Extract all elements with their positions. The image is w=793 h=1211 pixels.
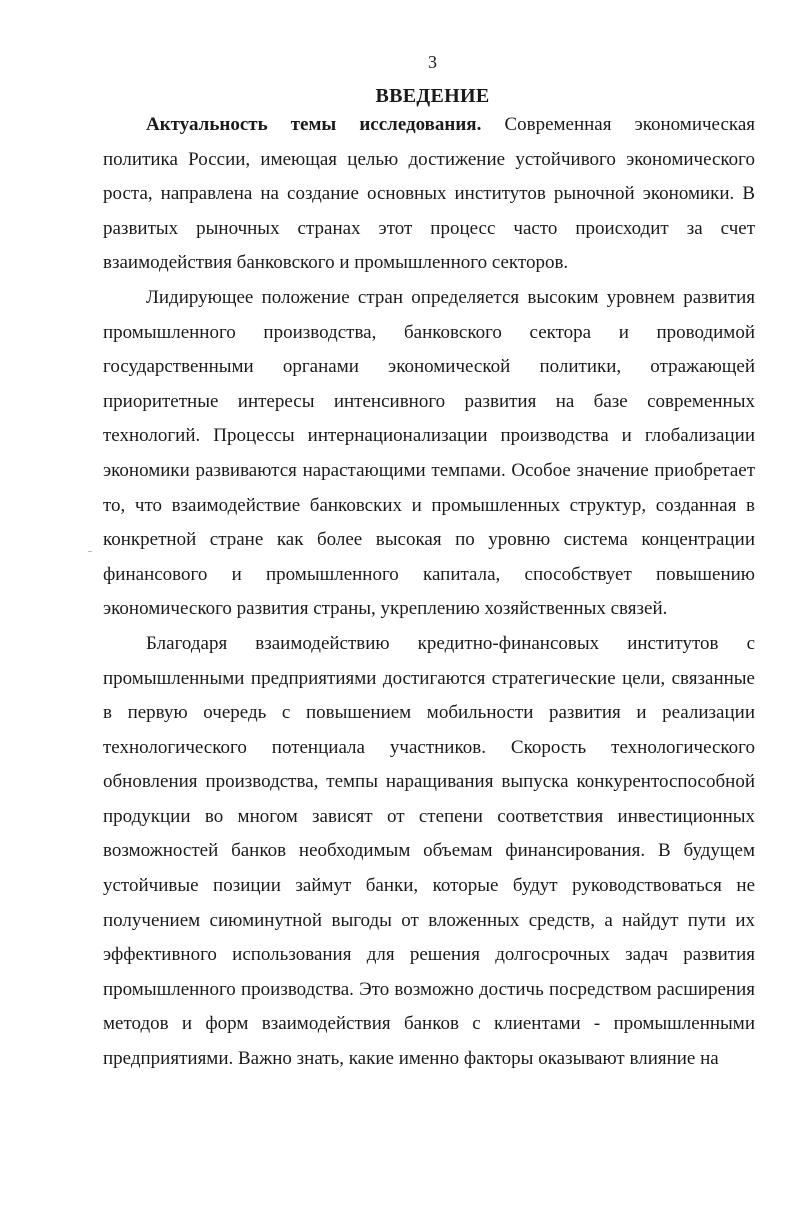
paragraph-relevance	[103, 108, 755, 281]
paragraph-lead: Актуальность темы исследования.	[146, 114, 482, 135]
paragraph-leadership	[103, 281, 755, 627]
paragraph-text: Благодаря взаимодействию кредитно-финансовых институтов с промышленными предприятиями достигаются стратегические цели, связанные в первую очередь с повышением мобильности развития и реализации технологического потенциала участников. Скорость технологического обновления производства, темпы наращивания выпуска конкурентоспособной продукции во многом зависят от степени соответствия инвестиционных возможностей банков необходимым объемам финансирования. В будущем устойчивые позиции займут банки, которые будут руководствоваться не получением сиюминутной выгоды от вложенных средств, а найдут пути их эффективного использования для решения долгосрочных задач развития промышленного производства. Это возможно достичь посредством расширения методов и форм взаимодействия банков с клиентами - промышленными предприятиями. Важно знать, какие именно факторы оказывают влияние на	[103, 632, 755, 1070]
paragraph-interaction	[103, 627, 755, 1077]
paragraph-text: Современная экономическая политика России, имеющая целью достижение устойчивого экономического роста, направлена на создание основных институтов рыночной экономики. В развитых рыночных странах этот процесс часто происходит за счет взаимодействия банковского и промышленного секторов.	[103, 114, 755, 274]
scan-mark	[88, 551, 92, 552]
body-text	[103, 108, 755, 1077]
paragraph-text: Лидирующее положение стран определяется высоким уровнем развития промышленного производства, банковского сектора и проводимой государственными органами экономической политики, отражающей приоритетные интересы интенсивного развития на базе современных технологий. Процессы интернационализации производства и глобализации экономики развиваются нарастающими темпами. Особое значение приобретает то, что взаимодействие банковских и промышленных структур, созданная в конкретной стране как более высокая по уровню система концентрации финансового и промышленного капитала, способствует повышению экономического развития страны, укреплению хозяйственных связей.	[103, 286, 755, 620]
page-number: 3	[428, 52, 437, 72]
section-heading: ВВЕДЕНИЕ	[375, 85, 490, 107]
